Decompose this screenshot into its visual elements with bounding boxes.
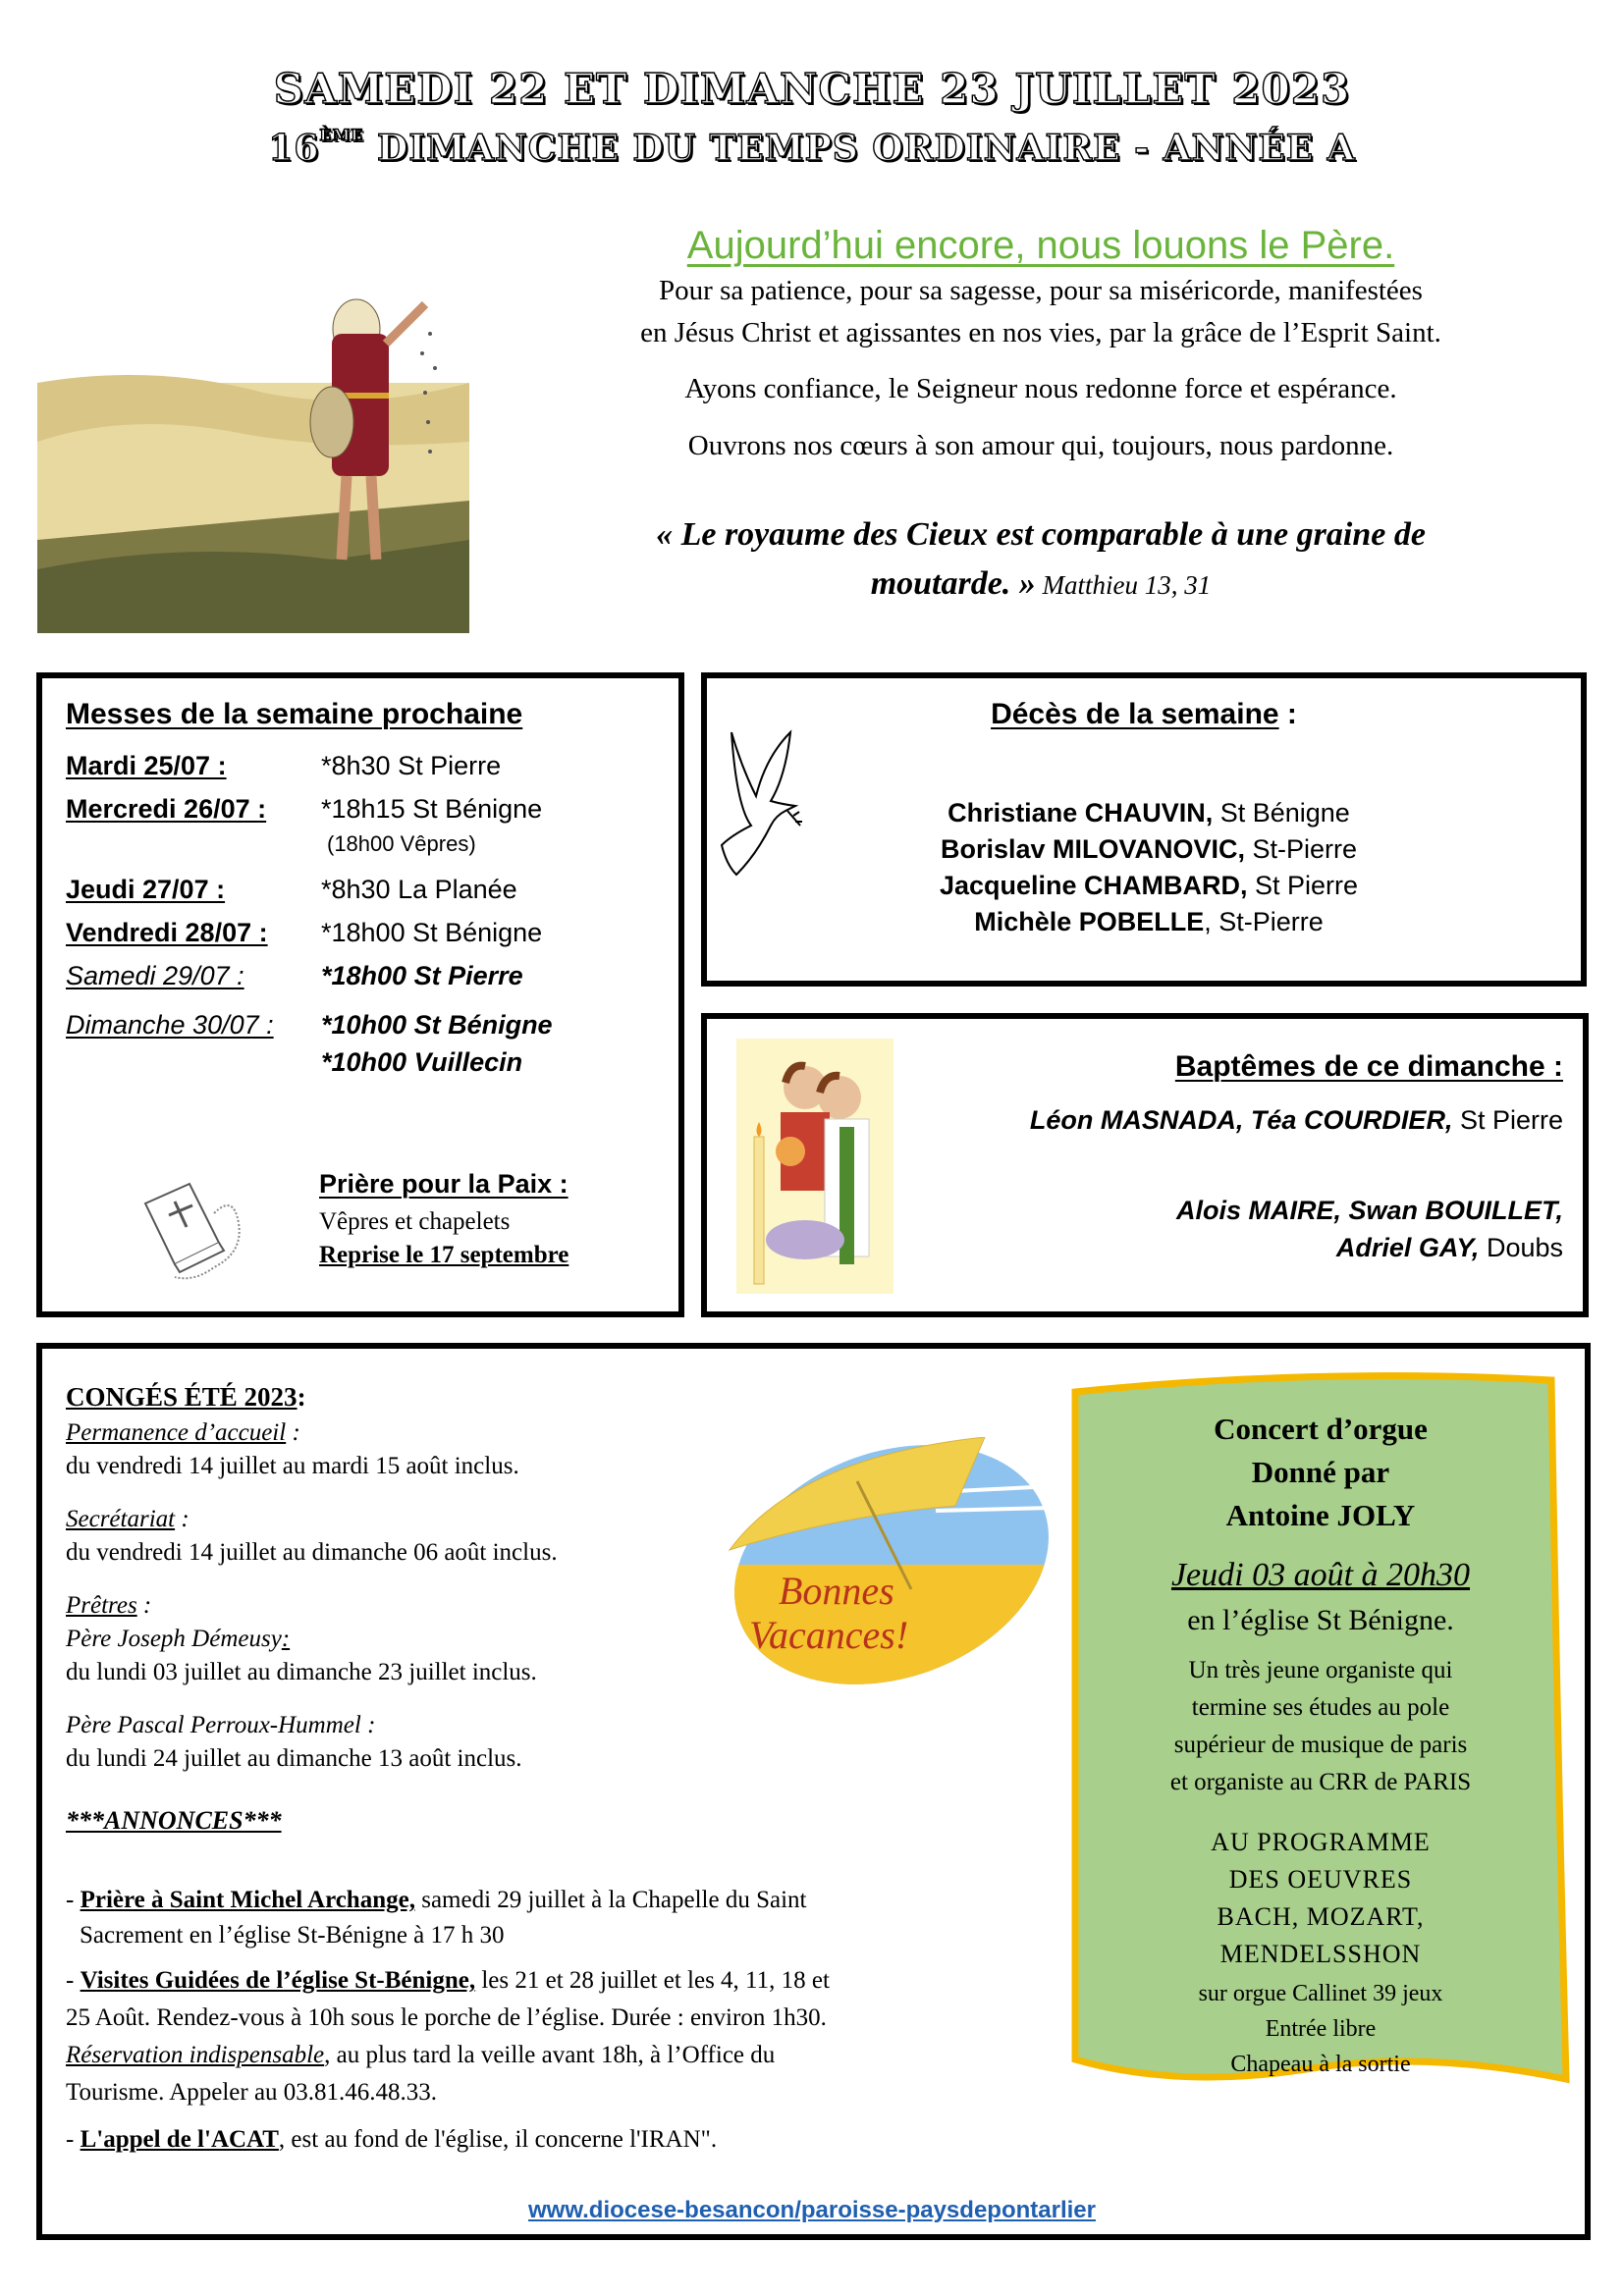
prayer-line: Vêpres et chapelets <box>319 1208 511 1235</box>
announcement-heading: Visites Guidées de l’église St-Bénigne, <box>80 1967 476 1994</box>
concert-organ: sur orgue Callinet 39 jeux <box>1198 1981 1443 2006</box>
priest-name <box>66 1712 375 1739</box>
baptism-entry <box>1336 1233 1563 1263</box>
deceased-parish: St Pierre <box>1247 871 1359 900</box>
deaths-title <box>707 698 1581 731</box>
concert-panel <box>1070 1372 1571 2109</box>
mass-time: *18h15 St Bénigne <box>321 794 543 824</box>
concert-title: Concert d’orgue <box>1214 1412 1428 1446</box>
label-suffix: : <box>136 1592 152 1619</box>
mass-time: *10h00 St Bénigne <box>321 1010 553 1040</box>
deceased-name: Michèle POBELLE <box>974 907 1205 936</box>
announcement-text: 25 Août. Rendez-vous à 10h sous le porche de l’église. Durée : environ 1h30. <box>66 2004 827 2031</box>
masses-title: Messes de la semaine prochaine <box>66 698 523 730</box>
deceased-name: Jacqueline CHAMBARD, <box>939 871 1248 900</box>
baptism-entry <box>1176 1196 1563 1226</box>
death-entry <box>884 871 1414 901</box>
concert-description: et organiste au CRR de PARIS <box>1169 1769 1472 1795</box>
mass-day: Vendredi 28/07 : <box>66 918 268 947</box>
death-entry <box>884 798 1414 828</box>
deaths-title-text: Décès de la semaine <box>991 698 1279 730</box>
concert-program: DES OEUVRES <box>1228 1865 1413 1894</box>
announcement-item: - L'appel de l'ACAT, est au fond de l'église, il concerne l'IRAN". <box>66 2126 718 2153</box>
deceased-name: Christiane CHAUVIN, <box>947 798 1214 828</box>
label-suffix: : <box>281 1626 291 1652</box>
bible-rosary-icon <box>135 1174 253 1292</box>
concert-place: en l’église St Bénigne. <box>1187 1604 1454 1636</box>
prayer-title: Prière pour la Paix : <box>319 1169 568 1199</box>
announcement-heading: L'appel de l'ACAT <box>80 2126 279 2153</box>
intro-title: Aujourd’hui encore, nous louons le Père. <box>686 224 1395 267</box>
announcement-item: - Visites Guidées de l’église St-Bénigne, les 21 et 28 juillet et les 4, 11, 18 et <box>66 1967 830 1994</box>
conges-label-text: Secrétariat <box>66 1506 176 1532</box>
announcement-heading: Prière à Saint Michel Archange, <box>80 1887 415 1913</box>
label-suffix: : <box>175 1506 189 1532</box>
vacances-word-1: Bonnes <box>779 1569 894 1613</box>
parish-website-link[interactable]: www.diocese-besancon/paroisse-paysdepontarlier <box>528 2197 1096 2223</box>
deaths-box <box>701 672 1587 987</box>
announcement-text: les 21 et 28 juillet et les 4, 11, 18 et <box>475 1967 830 1994</box>
intro-line: Pour sa patience, pour sa sagesse, pour sa miséricorde, manifestées <box>659 275 1423 306</box>
death-entry <box>884 834 1414 865</box>
deceased-parish: St-Pierre <box>1245 834 1358 864</box>
mass-time: *18h00 St Pierre <box>321 961 523 990</box>
concert-description: termine ses études au pole <box>1191 1694 1450 1721</box>
quote-end: moutarde. » <box>870 565 1036 602</box>
baptized-names: Alois MAIRE, Swan BOUILLET, <box>1175 1196 1563 1225</box>
baptism-parish: Doubs <box>1479 1233 1563 1262</box>
concert-program: BACH, MOZART, <box>1217 1902 1425 1931</box>
mass-day: Mercredi 26/07 : <box>66 794 267 824</box>
conges-title-suffix: : <box>297 1382 306 1412</box>
conges-period: du vendredi 14 juillet au mardi 15 août inclus. <box>66 1453 519 1479</box>
label-suffix: : <box>360 1712 376 1738</box>
mass-time: *8h30 La Planée <box>321 875 517 904</box>
concert-description: Un très jeune organiste qui <box>1188 1657 1453 1683</box>
baptisms-box <box>701 1013 1589 1317</box>
quote-line-1: « Le royaume des Cieux est comparable à une graine de <box>656 516 1426 553</box>
quote-reference: Matthieu 13, 31 <box>1035 570 1212 600</box>
mass-day: Mardi 25/07 : <box>66 751 227 780</box>
announcement-text <box>66 2042 775 2069</box>
conges-label-text: Permanence d’accueil <box>66 1419 287 1446</box>
concert-program: MENDELSSHON <box>1219 1940 1422 1968</box>
intro-line: Ouvrons nos cœurs à son amour qui, toujours, nous pardonne. <box>687 430 1394 461</box>
conges-title <box>66 1382 306 1413</box>
sunday-number: 16 <box>268 128 320 169</box>
concert-title: Donné par <box>1251 1455 1390 1489</box>
label-suffix: : <box>286 1419 300 1446</box>
priest-name-text: Père Joseph Démeusy <box>66 1626 282 1652</box>
mass-note: (18h00 Vêpres) <box>327 831 476 856</box>
conges-label <box>66 1506 189 1533</box>
intro-line: Ayons confiance, le Seigneur nous redonne force et espérance. <box>684 373 1397 404</box>
pretres-label-text: Prêtres <box>66 1592 137 1619</box>
baptisms-title: Baptêmes de ce dimanche : <box>1174 1050 1563 1083</box>
annonces-title: ***ANNONCES*** <box>66 1806 282 1835</box>
conges-period: du vendredi 14 juillet au dimanche 06 août inclus. <box>66 1539 558 1566</box>
deceased-name: Borislav MILOVANOVIC, <box>940 834 1246 864</box>
bonnes-vacances-illustration <box>720 1437 1054 1692</box>
quote-line-2 <box>550 560 1532 610</box>
masses-box <box>36 672 684 1317</box>
announcement-text: , est au fond de l'église, il concerne l'IRAN". <box>278 2126 718 2153</box>
sower-illustration <box>37 245 469 633</box>
mass-time: *18h00 St Bénigne <box>321 918 543 947</box>
liturgical-sunday-title <box>0 128 1624 169</box>
mass-day: Dimanche 30/07 : <box>66 1010 274 1040</box>
conges-label <box>66 1419 300 1447</box>
intro-line: en Jésus Christ et agissantes en nos vies, par la grâce de l’Esprit Saint. <box>640 317 1441 348</box>
concert-entry: Entrée libre <box>1265 2016 1377 2042</box>
sunday-label: DIMANCHE DU TEMPS ORDINAIRE - ANNÉE A <box>363 128 1356 169</box>
priest-name-text: Père Pascal Perroux-Hummel <box>66 1712 361 1738</box>
baptized-names: Adriel GAY, <box>1335 1233 1480 1262</box>
pretres-label <box>66 1592 151 1620</box>
announcement-text: samedi 29 juillet à la Chapelle du Saint <box>414 1887 807 1913</box>
announcement-text: Tourisme. Appeler au 03.81.46.48.33. <box>66 2079 438 2106</box>
conges-title-text: CONGÉS ÉTÉ 2023 <box>66 1382 298 1412</box>
mass-time: *8h30 St Pierre <box>321 751 502 780</box>
concert-program: AU PROGRAMME <box>1211 1828 1431 1856</box>
ordinal-suffix: ÈME <box>319 126 364 144</box>
dove-icon <box>717 727 805 884</box>
baptism-parish: St Pierre <box>1452 1105 1563 1135</box>
baptized-names: Léon MASNADA, Téa COURDIER, <box>1029 1105 1453 1135</box>
priest-name <box>66 1626 290 1653</box>
announcement-text: , au plus tard la veille avant 18h, à l’Office du <box>324 2042 776 2068</box>
concert-collection: Chapeau à la sortie <box>1230 2052 1411 2077</box>
vacances-word-2: Vacances! <box>749 1613 909 1657</box>
baptism-entry <box>1030 1105 1563 1136</box>
deaths-title-suffix: : <box>1278 698 1297 730</box>
mass-time: *10h00 Vuillecin <box>321 1047 523 1077</box>
concert-performer: Antoine JOLY <box>1225 1498 1416 1532</box>
concert-date: Jeudi 03 août à 20h30 <box>1170 1557 1471 1593</box>
deceased-parish: , St-Pierre <box>1204 907 1324 936</box>
mass-day: Samedi 29/07 : <box>66 961 244 990</box>
gospel-quote <box>550 510 1532 610</box>
baptism-illustration <box>736 1039 893 1294</box>
announcement-item: - Prière à Saint Michel Archange, samedi 29 juillet à la Chapelle du Saint <box>66 1887 807 1913</box>
concert-description: supérieur de musique de paris <box>1173 1732 1468 1758</box>
prayer-resume: Reprise le 17 septembre <box>319 1242 569 1268</box>
deceased-parish: St Bénigne <box>1213 798 1350 828</box>
bulletin-date-title: SAMEDI 22 ET DIMANCHE 23 JUILLET 2023 <box>273 65 1351 113</box>
death-entry <box>884 907 1414 937</box>
priest-period: du lundi 03 juillet au dimanche 23 juillet inclus. <box>66 1659 537 1685</box>
mass-day: Jeudi 27/07 : <box>66 875 226 904</box>
reservation-note: Réservation indispensable <box>66 2042 325 2068</box>
announcement-text: Sacrement en l’église St-Bénigne à 17 h 30 <box>80 1922 505 1949</box>
priest-period: du lundi 24 juillet au dimanche 13 août inclus. <box>66 1745 522 1772</box>
